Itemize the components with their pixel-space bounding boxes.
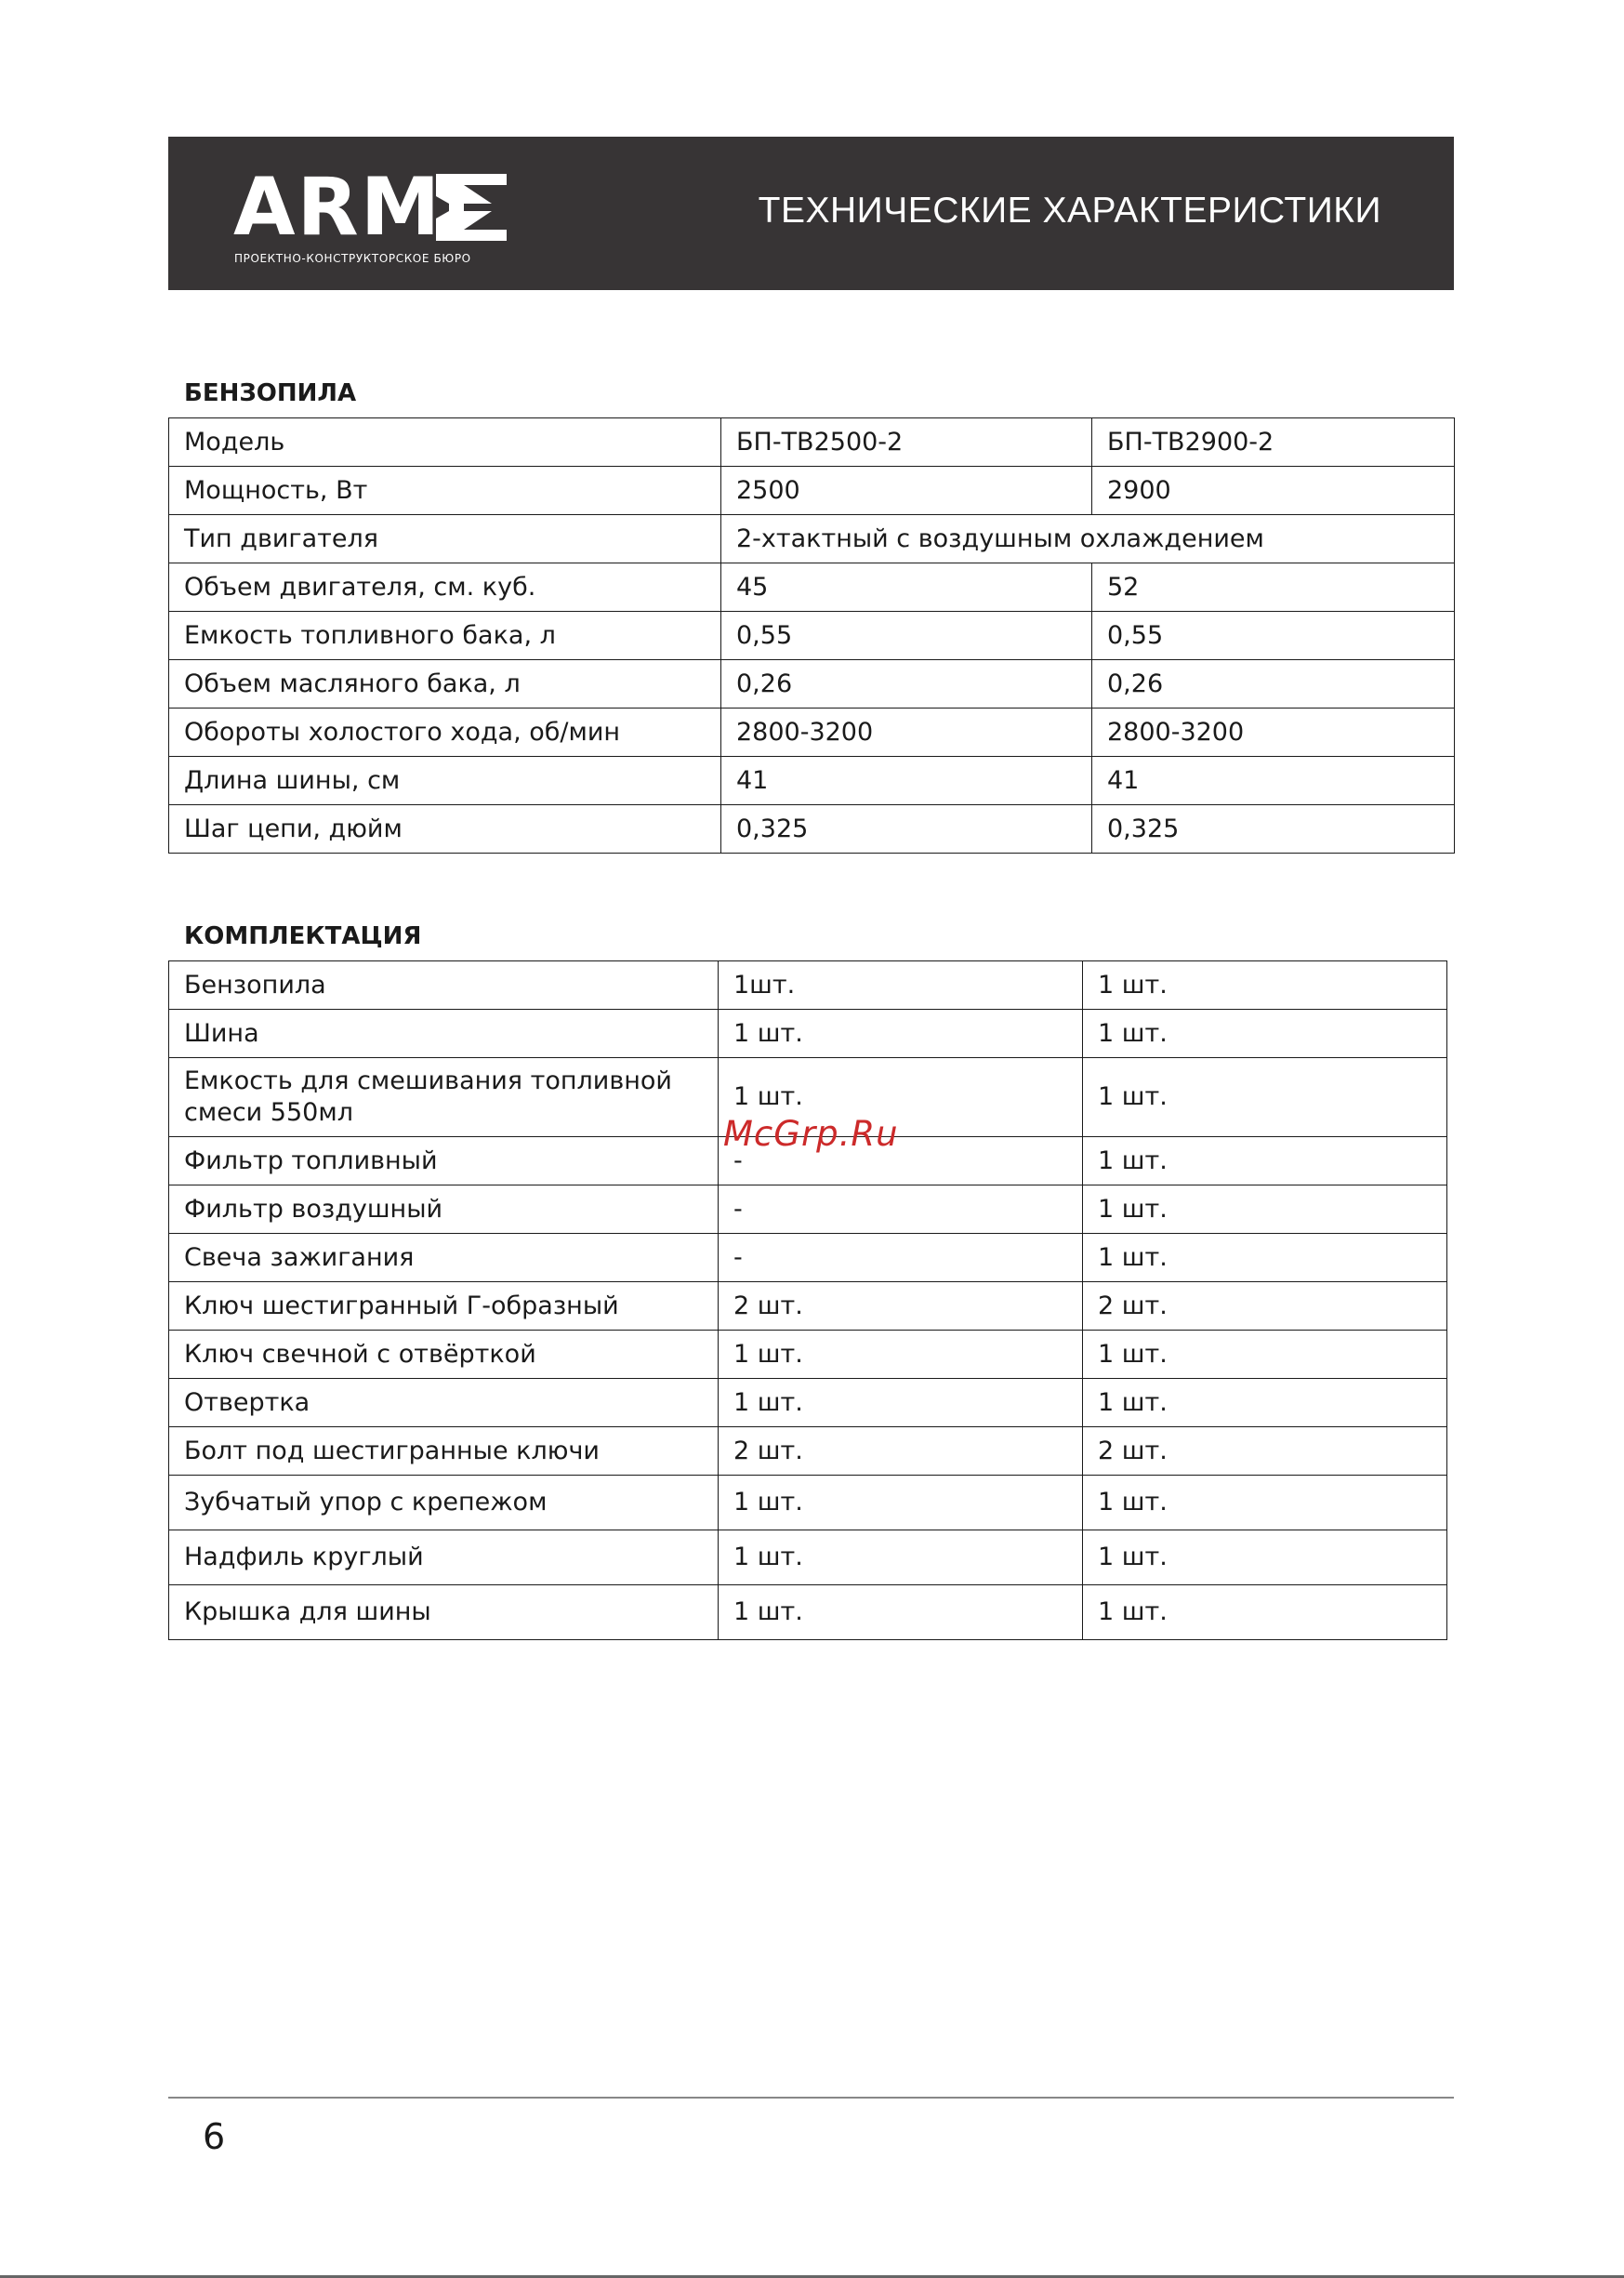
page-number: 6 — [203, 2116, 226, 2157]
spec-value-2: 41 — [1092, 757, 1455, 805]
kit-qty-2: 1 шт. — [1083, 1058, 1447, 1137]
table-row — [169, 1185, 1447, 1234]
kit-item-label: Свеча зажигания — [169, 1234, 719, 1282]
spec-value-1: 2500 — [721, 467, 1092, 515]
kit-qty-1: 1 шт. — [719, 1058, 1083, 1137]
kit-qty-1: 2 шт. — [719, 1282, 1083, 1331]
spec-label: Шаг цепи, дюйм — [169, 805, 721, 854]
spec-value-2: 52 — [1092, 563, 1455, 612]
kit-qty-1: - — [719, 1137, 1083, 1185]
table-row — [169, 805, 1455, 854]
kit-qty-1: 1 шт. — [719, 1585, 1083, 1640]
kit-qty-2: 1 шт. — [1083, 1010, 1447, 1058]
table-row — [169, 612, 1455, 660]
kit-qty-1: 1шт. — [719, 961, 1083, 1010]
table-row — [169, 1234, 1447, 1282]
footer-divider — [168, 2097, 1454, 2099]
page-header — [168, 137, 1454, 290]
table-row — [169, 1530, 1447, 1585]
kit-qty-2: 1 шт. — [1083, 1137, 1447, 1185]
spec-value-merged: 2-хтактный с воздушным охлаждением — [721, 515, 1455, 563]
table-row — [169, 1476, 1447, 1530]
specs-header-row — [169, 418, 1455, 467]
kit-item-label: Ключ шестигранный Г-образный — [169, 1282, 719, 1331]
table-row — [169, 1331, 1447, 1379]
kit-table — [168, 960, 1447, 1640]
spec-value-2: 0,325 — [1092, 805, 1455, 854]
spec-label: Обороты холостого хода, об/мин — [169, 709, 721, 757]
kit-item-label: Надфиль круглый — [169, 1530, 719, 1585]
kit-qty-1: 2 шт. — [719, 1427, 1083, 1476]
table-row — [169, 660, 1455, 709]
kit-qty-1: 1 шт. — [719, 1331, 1083, 1379]
kit-qty-2: 1 шт. — [1083, 1185, 1447, 1234]
spec-value-1: 45 — [721, 563, 1092, 612]
specs-table — [168, 417, 1455, 854]
specs-header-model-1: БП-ТВ2500-2 — [721, 418, 1092, 467]
watermark: McGrp.Ru — [723, 1114, 899, 1154]
kit-qty-1: 1 шт. — [719, 1530, 1083, 1585]
kit-qty-2: 1 шт. — [1083, 1234, 1447, 1282]
header-title: ТЕХНИЧЕСКИЕ ХАРАКТЕРИСТИКИ — [758, 191, 1381, 231]
table-row — [169, 1379, 1447, 1427]
kit-qty-1: - — [719, 1234, 1083, 1282]
table-row — [169, 1427, 1447, 1476]
table-row — [169, 961, 1447, 1010]
spec-label: Емкость топливного бака, л — [169, 612, 721, 660]
kit-item-label: Болт под шестигранные ключи — [169, 1427, 719, 1476]
spec-value-2: 2800-3200 — [1092, 709, 1455, 757]
kit-item-label: Бензопила — [169, 961, 719, 1010]
kit-qty-2: 1 шт. — [1083, 1331, 1447, 1379]
logo-e-mark-icon — [436, 174, 507, 241]
spec-value-2: 0,55 — [1092, 612, 1455, 660]
table-row — [169, 1010, 1447, 1058]
spec-label: Тип двигателя — [169, 515, 721, 563]
kit-item-label: Отвертка — [169, 1379, 719, 1427]
kit-item-label: Ключ свечной с отвёрткой — [169, 1331, 719, 1379]
spec-value-2: 2900 — [1092, 467, 1455, 515]
logo-wordmark: ARM — [233, 161, 442, 254]
table-row — [169, 1282, 1447, 1331]
specs-header-label: Модель — [169, 418, 721, 467]
spec-label: Длина шины, см — [169, 757, 721, 805]
kit-qty-1: - — [719, 1185, 1083, 1234]
spec-value-1: 0,26 — [721, 660, 1092, 709]
kit-item-label: Фильтр топливный — [169, 1137, 719, 1185]
spec-label: Объем масляного бака, л — [169, 660, 721, 709]
logo-subtitle: ПРОЕКТНО-КОНСТРУКТОРСКОЕ БЮРО — [234, 252, 471, 265]
kit-item-label: Емкость для смешивания топливной смеси 550мл — [169, 1058, 719, 1137]
arm-logo — [233, 161, 512, 274]
spec-value-1: 2800-3200 — [721, 709, 1092, 757]
kit-qty-2: 1 шт. — [1083, 1530, 1447, 1585]
kit-section-title: КОМПЛЕКТАЦИЯ — [184, 922, 422, 950]
kit-qty-2: 1 шт. — [1083, 961, 1447, 1010]
kit-qty-2: 1 шт. — [1083, 1585, 1447, 1640]
specs-header-model-2: БП-ТВ2900-2 — [1092, 418, 1455, 467]
kit-item-label: Фильтр воздушный — [169, 1185, 719, 1234]
table-row — [169, 757, 1455, 805]
table-row — [169, 515, 1455, 563]
table-row — [169, 709, 1455, 757]
spec-label: Объем двигателя, см. куб. — [169, 563, 721, 612]
kit-qty-2: 2 шт. — [1083, 1282, 1447, 1331]
kit-qty-2: 1 шт. — [1083, 1476, 1447, 1530]
kit-qty-1: 1 шт. — [719, 1476, 1083, 1530]
specs-section-title: БЕНЗОПИЛА — [184, 379, 357, 407]
spec-value-1: 41 — [721, 757, 1092, 805]
kit-qty-2: 1 шт. — [1083, 1379, 1447, 1427]
spec-value-2: 0,26 — [1092, 660, 1455, 709]
kit-item-label: Крышка для шины — [169, 1585, 719, 1640]
kit-item-label: Зубчатый упор с крепежом — [169, 1476, 719, 1530]
spec-value-1: 0,325 — [721, 805, 1092, 854]
kit-item-label: Шина — [169, 1010, 719, 1058]
spec-value-1: 0,55 — [721, 612, 1092, 660]
table-row — [169, 1585, 1447, 1640]
kit-qty-1: 1 шт. — [719, 1010, 1083, 1058]
table-row — [169, 467, 1455, 515]
table-row — [169, 563, 1455, 612]
kit-qty-1: 1 шт. — [719, 1379, 1083, 1427]
kit-qty-2: 2 шт. — [1083, 1427, 1447, 1476]
spec-label: Мощность, Вт — [169, 467, 721, 515]
